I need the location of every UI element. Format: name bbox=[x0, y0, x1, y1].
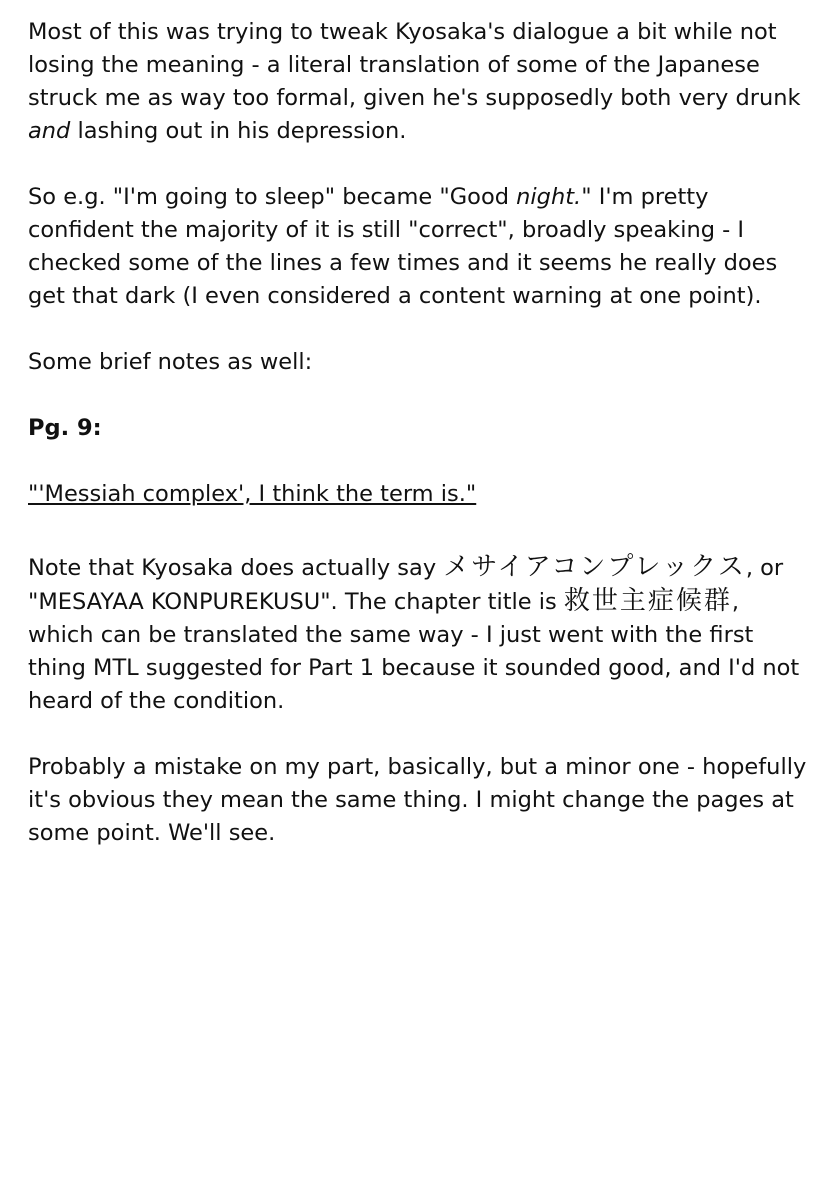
paragraph-example-text-end: " I'm pretty confident the majority of it is still "correct", broadly speaking - I checked some of the lines a few times and it seems he really does get that dark (I even considered a content warning at one point). bbox=[28, 184, 778, 309]
emphasis-and: and bbox=[28, 118, 71, 144]
japanese-chapter-title: 救世主症候群 bbox=[563, 586, 732, 616]
paragraph-japanese-text-end: , which can be translated the same way - I just went with the first thing MTL suggested for Part 1 because it sounded good, and I'd not heard of the condition. bbox=[28, 589, 800, 714]
emphasis-night: night. bbox=[516, 184, 582, 210]
paragraph-example bbox=[28, 181, 808, 313]
paragraph-example-text: So e.g. "I'm going to sleep" became "Good bbox=[28, 184, 517, 210]
translator-notes-page bbox=[28, 16, 808, 883]
japanese-katakana-term: メサイアコンプレックス bbox=[443, 552, 746, 582]
paragraph-japanese-note bbox=[28, 551, 808, 718]
paragraph-intro-text: Most of this was trying to tweak Kyosaka's dialogue a bit while not losing the meaning - a literal translation of some of the Japanese struck me as way too formal, given he's supposedly both very drunk bbox=[28, 19, 801, 111]
quoted-line: "'Messiah complex', I think the term is." bbox=[28, 481, 477, 507]
paragraph-intro bbox=[28, 16, 808, 148]
paragraph-japanese-text: Note that Kyosaka does actually say bbox=[28, 555, 444, 581]
paragraph-intro-text-end: lashing out in his depression. bbox=[70, 118, 407, 144]
paragraph-closing: Probably a mistake on my part, basically, but a minor one - hopefully it's obvious they mean the same thing. I might change the pages at some point. We'll see. bbox=[28, 754, 807, 846]
page-heading: Pg. 9: bbox=[28, 415, 102, 441]
paragraph-notes-lead: Some brief notes as well: bbox=[28, 349, 313, 375]
paragraph-japanese-text-mid: , or "MESAYAA KONPUREKUSU". The chapter title is bbox=[28, 555, 784, 615]
